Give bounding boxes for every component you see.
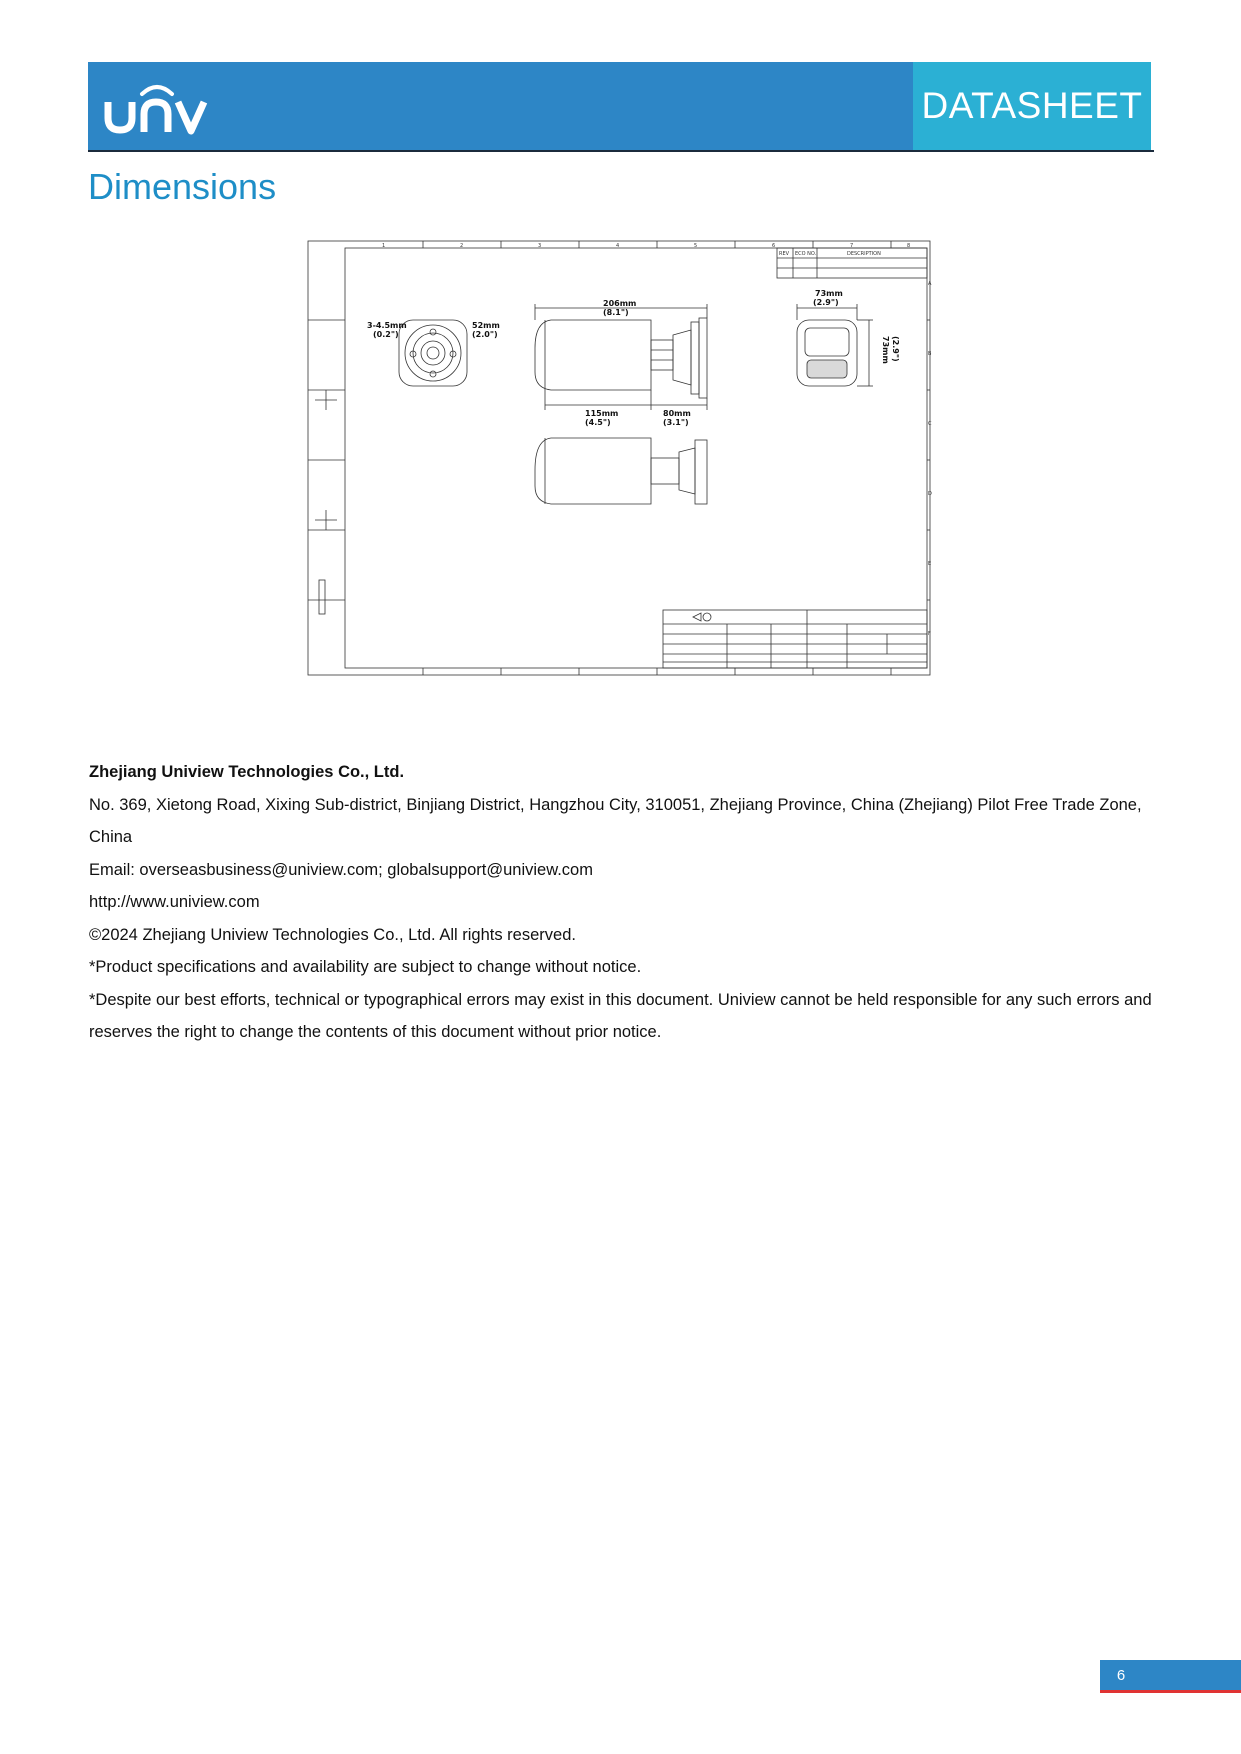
dim-body: 115mm [585,409,619,418]
dim-bracket-in: (3.1") [663,418,689,427]
dim-mount: 52mm [472,321,500,330]
dim-length: 206mm [603,299,637,308]
dim-width: 73mm [815,289,843,298]
contact-block [89,756,1169,1049]
company-address: No. 369, Xietong Road, Xixing Sub-district, Binjiang District, Hangzhou City, 310051, Zhejiang Province, China (Zhejiang) Pilot Free Trade Zone, China [89,795,1142,846]
rev-header-rev: REV [779,251,790,257]
row-label: F [928,631,931,637]
col-label: 7 [850,243,854,249]
dim-mount-in: (2.0") [472,330,498,339]
row-label: B [928,351,932,357]
contact-email: Email: overseasbusiness@uniview.com; globalsupport@uniview.com [89,860,593,879]
dim-height: 73mm [881,336,890,364]
section-title: Dimensions [88,166,277,207]
disclaimer-errors: *Despite our best efforts, technical or typographical errors may exist in this document. Uniview cannot be held responsible for any such errors and reserves the right to change the contents of this document without prior notice. [89,990,1152,1041]
col-label: 2 [460,243,464,249]
row-label: E [928,561,932,567]
dim-height-in: (2.9") [891,336,900,362]
row-label: A [928,281,932,287]
company-name: Zhejiang Uniview Technologies Co., Ltd. [89,763,405,781]
dim-bolt-in: (0.2") [373,330,399,339]
copyright: ©2024 Zhejiang Uniview Technologies Co., Ltd. All rights reserved. [89,925,576,944]
rev-header-description: DESCRIPTION [847,251,881,257]
dim-bolt: 3-4.5mm [367,321,407,330]
dim-width-in: (2.9") [813,298,839,307]
col-label: 4 [616,243,620,249]
disclaimer-availability: *Product specifications and availability are subject to change without notice. [89,958,642,976]
page-number: 6 [1116,1666,1126,1684]
dim-bracket: 80mm [663,409,691,418]
header-underline [88,150,1154,152]
dimension-drawing [307,240,931,680]
col-label: 8 [907,243,911,249]
website-link[interactable]: http://www.uniview.com [89,893,260,911]
col-label: 1 [382,243,386,249]
dim-length-in: (8.1") [603,308,629,317]
col-label: 6 [772,243,776,249]
page-number-accent [1100,1690,1241,1693]
datasheet-label: DATASHEET [921,85,1143,126]
col-label: 5 [694,243,698,249]
row-label: D [928,491,932,497]
header-banner [88,62,1151,150]
col-label: 3 [538,243,542,249]
unv-logo [102,78,212,138]
rev-header-eco: ECO NO. [795,251,817,257]
row-label: C [928,421,932,427]
dim-body-in: (4.5") [585,418,611,427]
